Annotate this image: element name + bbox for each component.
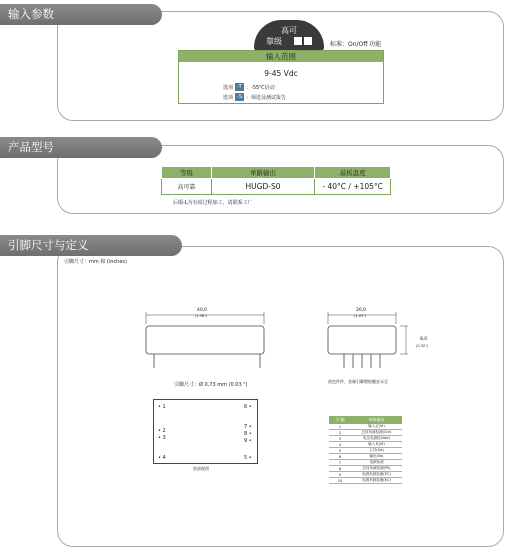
option-s-icon: -S: [235, 93, 244, 101]
model-col-output: 单路输出: [211, 167, 315, 179]
pin-label: 6 •: [244, 404, 252, 410]
table-row: 9 电源负载检测(EC): [329, 472, 402, 478]
pinout-panel: [57, 246, 504, 547]
option-line: [223, 83, 275, 91]
side-view-note: 底色件件，金属引脚镀银膜安永至: [328, 379, 388, 384]
badge-dome: [254, 20, 324, 52]
pin-col-number: 引 脚: [329, 416, 351, 424]
table-row: 1 输入正(Vi): [329, 424, 402, 430]
table-row: 2 总体负载检测(Ctrl): [329, 430, 402, 436]
model-table-header-row: [162, 167, 391, 179]
option-text: ：-55℃启动: [246, 84, 275, 91]
model-note: 后缀-L为有铅过程加工，请联系工厂: [173, 200, 253, 206]
table-row: 3 电压电源检(Vad): [329, 436, 402, 442]
side-view-drawing: [320, 310, 410, 370]
front-width-mm: 40,0: [197, 308, 208, 313]
pinout-header: 引脚尺寸与定义: [0, 235, 182, 256]
table-row: 10 电源负载检测(EC): [329, 478, 402, 484]
high-reliability-badge: [254, 20, 324, 48]
height-mm: 8,0: [420, 337, 428, 342]
model-output-cell: HUGD-S0: [211, 179, 315, 195]
standard-note: 标准：On/Off 功能: [330, 41, 382, 48]
pin-label: • 1: [158, 404, 166, 410]
option-prefix: 选项: [223, 84, 234, 91]
input-range-value: 9-45 Vdc: [264, 69, 298, 78]
front-view-drawing: [138, 310, 273, 370]
pin-label: • 3: [158, 435, 166, 441]
pin-label: 5 •: [244, 455, 252, 461]
side-width-mm: 26,0: [356, 308, 367, 313]
pin-label: • 2: [158, 428, 166, 434]
option-t-icon: -T: [235, 83, 244, 91]
pin-definition-table: [329, 416, 402, 484]
height-in: (0.32"): [416, 344, 429, 348]
dimension-note: 引脚尺寸：mm 和 (inches): [64, 259, 127, 265]
table-row: 6 输出(Vo): [329, 454, 402, 460]
model-col-grade: 等级: [162, 167, 212, 179]
badge-line1: 高可: [281, 26, 297, 35]
pin-label: 8 •: [244, 431, 252, 437]
table-row: 4 输入负(Vi): [329, 442, 402, 448]
pin-table-header-row: [329, 416, 402, 424]
option-text: ：筛选及测试报告: [246, 94, 287, 101]
side-width-in: (1.03"): [354, 314, 367, 318]
table-row: 8 总体负载检测(PS): [329, 466, 402, 472]
model-col-temp: 基板温度: [315, 167, 391, 179]
model-header: 产品型号: [0, 137, 162, 158]
option-line: [223, 93, 286, 101]
input-range-title: 输入范围: [179, 51, 383, 62]
table-row: 5 公共(Ga): [329, 448, 402, 454]
model-temp-cell: - 40°C / +105°C: [315, 179, 391, 195]
pin-label: 9 •: [244, 438, 252, 444]
pin-col-function: 单路输出: [351, 416, 402, 424]
table-row: [162, 179, 391, 195]
badge-square-icon: [294, 37, 302, 45]
model-table: [161, 166, 391, 195]
model-grade-cell: 高可靠: [162, 179, 212, 195]
bottom-view-label: 底部视图: [193, 466, 209, 471]
pin-label: • 4: [158, 455, 166, 461]
front-width-in: (1.58"): [195, 314, 208, 318]
badge-square-icon: [304, 37, 312, 45]
input-range-box: [178, 50, 384, 104]
pin-size-note: 引脚尺寸：Ø 0,73 mm (0.03 "): [174, 382, 248, 388]
bottom-view-drawing: [153, 399, 258, 464]
option-prefix: 选项: [223, 94, 234, 101]
badge-line2: 靠级: [266, 37, 282, 46]
input-params-header: 输入参数: [0, 4, 162, 25]
table-row: 7 电源检测: [329, 460, 402, 466]
pin-label: 7 •: [244, 424, 252, 430]
